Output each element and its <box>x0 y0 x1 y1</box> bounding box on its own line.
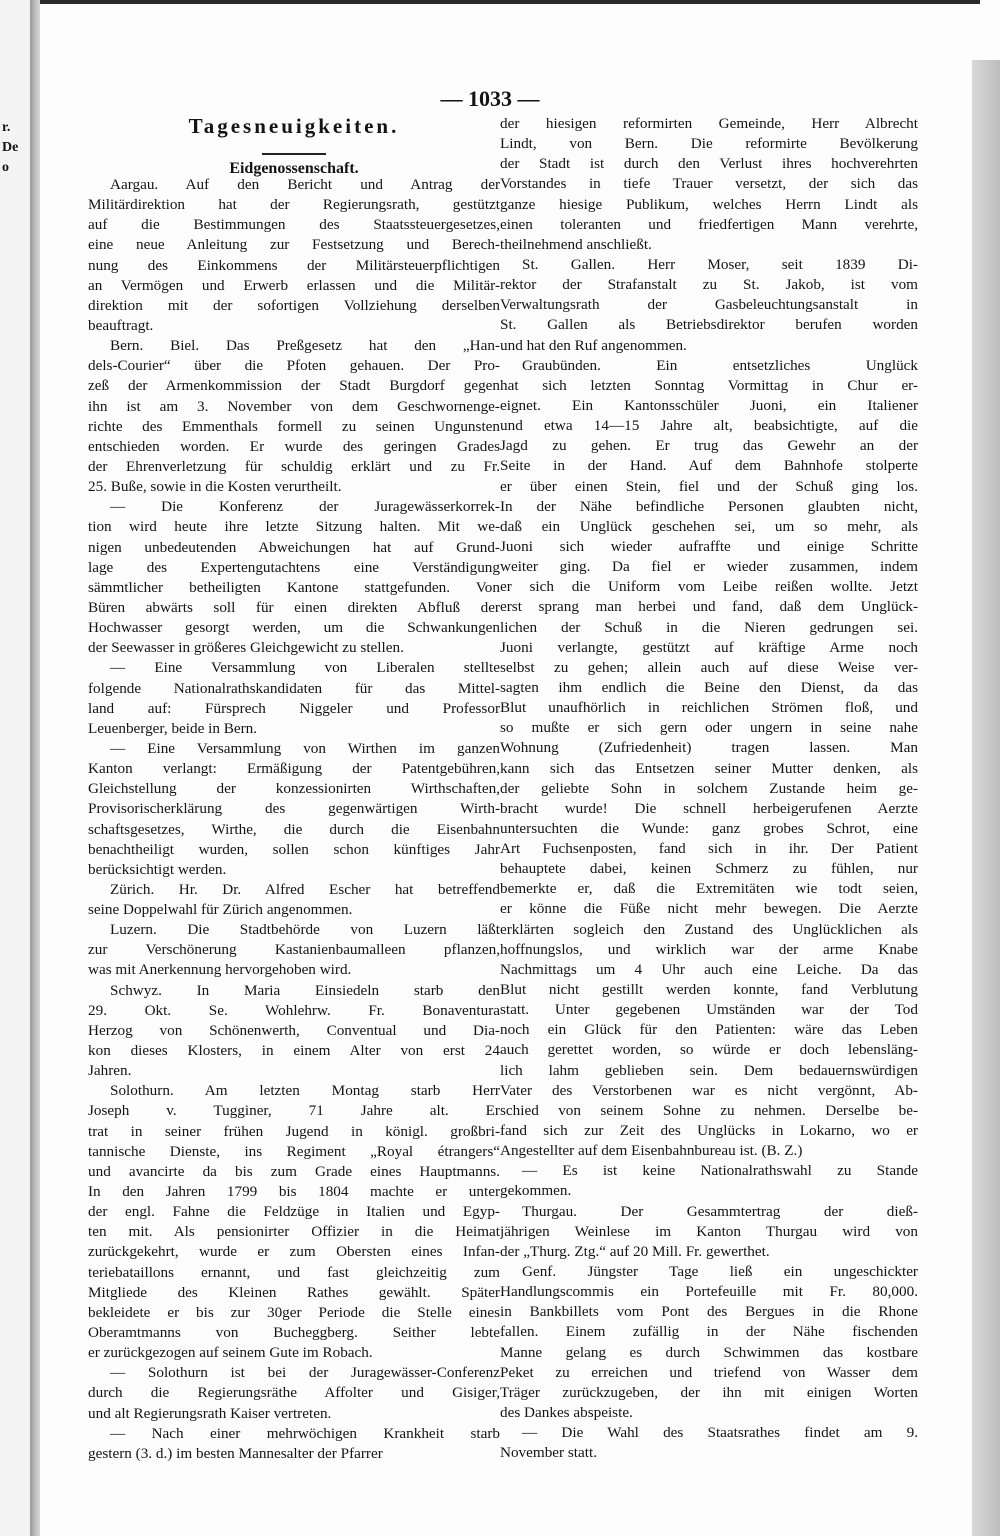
section-subtitle: Eidgenossenschaft. <box>229 160 359 177</box>
paragraph <box>500 356 918 1162</box>
text-line: ten mit. Als pensionirter Offizier in die Heimat <box>88 1223 500 1241</box>
text-line: In der Nähe befindliche Personen glaubten nicht, <box>500 497 918 515</box>
paragraph <box>88 175 500 336</box>
text-line: kon dieses Klosters, in einem Alter von erst 24 <box>88 1042 500 1060</box>
text-line: Hochwasser gesorgt werden, um die Schwankungen <box>88 619 500 637</box>
text-line: Nachmittags um 4 Uhr auch eine Leiche. Da das <box>500 960 918 978</box>
text-line: Art Fuchsenposten, fand sich in ihr. Der Patient <box>500 840 918 858</box>
text-line: des Dankes abspeiste. <box>500 1404 633 1421</box>
text-line: der geliebte Sohn in solchem Zustande heim ge- <box>500 779 918 797</box>
text-line: gestern (3. d.) im besten Mannesalter der Pfarrer <box>88 1444 383 1462</box>
text-line: lichen der Schuß in die Nieren gedrungen sei. <box>500 618 918 636</box>
text-line: Joseph v. Tugginer, 71 Jahre alt. Er <box>88 1102 500 1120</box>
text-line: — Die Konferenz der Juragewässerkorrek- <box>110 498 500 516</box>
text-line: Angestellter auf dem Eisenbahnbureau ist. (B. Z.) <box>500 1142 803 1160</box>
text-line: Wohnung (Zufriedenheit) tragen lassen. Man <box>500 739 918 757</box>
text-line: land auf: Fürsprech Niggeler und Professor <box>88 699 500 717</box>
text-line: In den Jahren 1799 bis 1804 machte er unter <box>88 1183 500 1201</box>
text-line: direktion mit der sofortigen Vollziehung derselben <box>88 296 500 314</box>
text-line: Vater des Verstorbenen war es nicht vergönnt, Ab- <box>500 1081 918 1099</box>
text-line: — Eine Versammlung von Wirthen im ganzen <box>110 739 500 757</box>
text-line: Manne gelang es durch Schwimmen das kostbare <box>500 1343 918 1361</box>
text-line: folgende Nationalrathskandidaten für das Mittel- <box>88 679 500 697</box>
text-line: bemerkte er, daß die Extremitäten wie todt seien, <box>500 880 918 898</box>
text-line: sagten ihm endlich die Beine den Dienst, da das <box>500 678 918 696</box>
page-right-edge <box>972 60 1000 1536</box>
previous-page-fragment: De <box>2 140 19 155</box>
text-line: jährigen Weinlese im Kanton Thurgau wird von <box>500 1222 918 1240</box>
page-top-edge <box>40 0 980 4</box>
text-line: St. Gallen als Betriebsdirektor berufen worden <box>500 316 918 334</box>
text-line: schied von seinem Sohne zu nehmen. Derselbe be- <box>500 1101 918 1119</box>
text-line: tion wird heute ihre letzte Sitzung halten. Mit we- <box>88 518 500 536</box>
text-line: bekleidete er bis zur 30ger Periode die Stelle eines <box>88 1303 500 1321</box>
text-line: Militärdirektion hat der Regierungsrath, gestützt <box>88 196 500 214</box>
text-line: Graubünden. Ein entsetzliches Unglück <box>522 356 918 374</box>
text-line: selbst zu gehen; allein auch auf diese Weise ver- <box>500 658 918 676</box>
text-line: erklärten sogleich den Zustand des Unglücklichen als <box>500 920 918 938</box>
text-line: Provisorischerklärung des gegenwärtigen Wirth- <box>88 800 500 818</box>
text-line: Verwaltungsrath der Gasbeleuchtungsanstalt in <box>500 296 918 314</box>
text-line: — Es ist keine Nationalrathswahl zu Stande <box>522 1162 918 1180</box>
text-line: der Ehrenverletzung für schuldig erklärt und zu Fr. <box>88 457 500 475</box>
text-line: kann sich das Entsetzen seiner Mutter denken, als <box>500 759 918 777</box>
text-line: Mitgliede des Kleinen Rathes gewählt. Später <box>88 1283 500 1301</box>
paragraph <box>500 1262 918 1423</box>
text-line: Solothurn. Am letzten Montag starb Herr <box>110 1082 500 1100</box>
text-line: gekommen. <box>500 1182 572 1200</box>
text-line: rektor der Strafanstalt zu St. Jakob, ist vom <box>500 276 918 294</box>
text-line: 25. Buße, sowie in die Kosten verurtheilt. <box>88 478 342 496</box>
text-line: in Bankbillets vom Pont des Bergues in die Rhone <box>500 1303 918 1321</box>
text-line: ganze hiesige Publikum, welches Herrn Lindt als <box>500 195 918 213</box>
text-line: und avancirte da bis zum Grade eines Hauptmanns. <box>88 1162 500 1180</box>
text-line: — Eine Versammlung von Liberalen stellte <box>110 659 500 677</box>
text-line: berücksichtigt werden. <box>88 860 227 878</box>
paragraph <box>88 880 500 920</box>
text-line: Jagd zu gehen. Er trug das Gewehr an der <box>500 437 918 455</box>
text-line: Bern. Biel. Das Preßgesetz hat den „Han- <box>110 337 500 355</box>
text-line: Seite in der Hand. Auf dem Bahnhofe stolperte <box>500 457 918 475</box>
text-line: fand sich zur Zeit des Unglücks in Lokarno, wo er <box>500 1122 918 1140</box>
text-line: lich lahm geblieben sein. Dem bedauernswürdigen <box>500 1061 918 1079</box>
text-line: sämmtlicher betheiligten Kantone stattgefunden. Von <box>88 578 500 596</box>
paragraph <box>88 981 500 1082</box>
text-line: untersuchten die Wunde: ganz grobes Schrot, eine <box>500 819 918 837</box>
text-line: Luzern. Die Stadtbehörde von Luzern läßt <box>110 921 500 939</box>
text-line: behauptete dabei, keinen Schmerz zu fühlen, nur <box>500 860 918 878</box>
text-line: zurückgekehrt, wurde er zum Obersten eines Infan- <box>88 1243 500 1261</box>
text-line: was mit Anerkennung hervorgehoben wird. <box>88 961 352 979</box>
text-line: Schwyz. In Maria Einsiedeln starb den <box>110 981 500 999</box>
text-line: der Stadt ist durch den Verlust ihres hochverehrten <box>500 155 918 173</box>
text-line: weiter ging. Da fiel er wieder zusammen, indem <box>500 558 918 576</box>
text-column-left <box>88 175 500 1464</box>
text-line: zur Verschönerung Kastanienbaumalleen pflanzen, <box>88 941 500 959</box>
paragraph <box>88 336 500 497</box>
paragraph <box>500 1202 918 1262</box>
text-line: 29. Okt. Se. Wohlehrw. Fr. Bonaventura <box>88 1001 500 1019</box>
text-line: benachtheiligt wurden, sollen schon künftiges Jahr <box>88 840 500 858</box>
previous-page-fragment: o <box>2 160 9 175</box>
text-line: und etwa 14—15 Jahre alt, beabsichtigte, auf die <box>500 417 918 435</box>
book-binding <box>30 0 40 1536</box>
paragraph <box>500 255 918 356</box>
text-line: auch gerettet worden, so würde er doch lebensläng- <box>500 1041 918 1059</box>
text-line: — Die Wahl des Staatsrathes findet am 9. <box>522 1424 918 1442</box>
text-line: er zurückgezogen auf seinem Gute im Robach. <box>88 1344 373 1362</box>
paragraph <box>88 1363 500 1423</box>
text-line: Lindt, von Bern. Die reformirte Bevölkerung <box>500 135 918 153</box>
text-line: Vorstandes in tiefe Trauer versetzt, der sich das <box>500 175 918 193</box>
text-column-right <box>500 114 918 1463</box>
section-title: Tagesneuigkeiten. <box>188 114 400 138</box>
text-line: entschieden worden. Er wurde des geringen Grades <box>88 437 500 455</box>
text-line: Genf. Jüngster Tage ließ ein ungeschickter <box>522 1263 918 1281</box>
text-line: Peket zu erreichen und triefend von Wasser dem <box>500 1363 918 1381</box>
text-line: lage des Expertengutachtens eine Verständigung <box>88 558 500 576</box>
text-line: dels-Courier“ über die Pfoten gehauen. Der Pro- <box>88 357 500 375</box>
text-line: Büren abwärts soll für einen direkten Abfluß der <box>88 598 500 616</box>
text-line: — Nach einer mehrwöchigen Krankheit starb <box>110 1424 500 1442</box>
text-line: nung des Einkommens der Militärsteuerpflichtigen <box>88 256 500 274</box>
text-line: hat sich letzten Sonntag Vormittag in Chur er- <box>500 376 918 394</box>
text-line: statt. Unter gegebenen Umständen war der Tod <box>500 1001 918 1019</box>
text-line: so mußte er sich gern oder ungern in seine nahe <box>500 719 918 737</box>
text-line: schaftsgesetzes, Wirthe, die durch die Eisenbahn <box>88 820 500 838</box>
text-line: und hat den Ruf angenommen. <box>500 336 687 354</box>
text-line: hoffnungslos, und wirklich war der arme Knabe <box>500 940 918 958</box>
text-line: durch die Regierungsräthe Affolter und Gisiger, <box>88 1384 500 1402</box>
text-line: teriebataillons ernannt, und fast gleichzeitig zum <box>88 1263 500 1281</box>
text-line: der Seewasser in größeres Gleichgewicht zu stellen. <box>88 639 404 657</box>
text-line: beauftragt. <box>88 316 154 334</box>
text-line: daß ein Unglück geschehen sei, um so mehr, als <box>500 517 918 535</box>
text-line: er könne die Füße nicht mehr bewegen. Die Aerzte <box>500 900 918 918</box>
paragraph <box>500 114 918 255</box>
paragraph <box>88 497 500 658</box>
text-line: zeß der Armenkommission der Stadt Burgdorf gegen <box>88 377 500 395</box>
text-line: bracht wurde! Die schnell herbeigerufenen Aerzte <box>500 799 918 817</box>
text-line: erst sprang man herbei und fand, daß dem Unglück- <box>500 598 918 616</box>
text-line: ihn ist am 3. November von dem Geschwornenge- <box>88 397 500 415</box>
text-line: nigen unbedeutenden Abweichungen hat auf Grund- <box>88 538 500 556</box>
text-line: trat in seiner frühen Jugend in königl. großbri- <box>88 1122 500 1140</box>
paragraph <box>500 1423 918 1463</box>
text-line: fallen. Einem zufällig in der Nähe fischenden <box>500 1323 918 1341</box>
text-line: November statt. <box>500 1444 598 1462</box>
text-line: richte des Emmenthals formell zu seinen Ungunsten <box>88 417 500 435</box>
text-line: einen toleranten und friedfertigen Mann verehrte, <box>500 215 918 233</box>
paragraph <box>88 739 500 880</box>
paragraph <box>88 658 500 739</box>
title-divider <box>262 153 326 155</box>
text-line: Handlungscommis ein Portefeuille mit Fr. 80,000. <box>500 1283 918 1301</box>
text-line: Leuenberger, beide in Bern. <box>88 719 258 737</box>
text-line: Kanton verlangt: Ermäßigung der Patentgebühren, <box>88 760 500 778</box>
text-line: der hiesigen reformirten Gemeinde, Herr Albrecht <box>500 115 918 132</box>
text-line: er sich die Uniform vom Leibe reißen wollte. Jetzt <box>500 578 918 596</box>
text-line: St. Gallen. Herr Moser, seit 1839 Di- <box>522 255 918 273</box>
text-line: Träger zurückzugeben, der ihn mit einigen Worten <box>500 1383 918 1401</box>
text-line: Blut unaufhörlich in reichlichen Strömen floß, und <box>500 699 918 717</box>
text-line: Jahren. <box>88 1062 132 1080</box>
text-line: noch ein Glück für den Patienten: wäre das Leben <box>500 1021 918 1039</box>
text-line: Blut nicht gestillt werden konnte, fand Verblutung <box>500 981 918 999</box>
text-line: Zürich. Hr. Dr. Alfred Escher hat betreffend <box>110 880 500 898</box>
text-line: auf die Bestimmungen des Staatssteuergesetzes, <box>88 216 500 234</box>
text-line: Juoni sich wieder aufraffte und einige Schritte <box>500 537 918 555</box>
text-line: tannische Dienste, ins Regiment „Royal étrangers“ <box>88 1142 500 1160</box>
previous-page-fragment: r. <box>2 120 11 135</box>
text-line: eine neue Anleitung zur Festsetzung und Berech- <box>88 236 500 254</box>
text-line: Gleichstellung der konzessionirten Wirthschaften, <box>88 780 500 798</box>
text-line: — Solothurn ist bei der Juragewässer-Conferenz <box>110 1364 500 1382</box>
text-line: an Vermögen und Erwerb erlassen und die Militär- <box>88 276 500 294</box>
text-line: der „Thurg. Ztg.“ auf 20 Mill. Fr. gewerthet. <box>500 1242 770 1260</box>
text-line: der engl. Fahne die Feldzüge in Italien und Egyp- <box>88 1203 500 1221</box>
text-line: Aargau. Auf den Bericht und Antrag der <box>110 176 500 193</box>
text-line: Juoni verlangte, gestützt auf kräftige Arme noch <box>500 638 918 656</box>
paragraph <box>500 1161 918 1201</box>
text-line: seine Doppelwahl für Zürich angenommen. <box>88 901 353 919</box>
text-line: Thurgau. Der Gesammtertrag der dieß- <box>522 1202 918 1220</box>
paragraph <box>88 920 500 980</box>
text-line: eignet. Ein Kantonsschüler Juoni, ein Italiener <box>500 396 918 414</box>
page-number: — 1033 — <box>440 86 540 111</box>
text-line: und alt Regierungsrath Kaiser vertreten. <box>88 1404 332 1422</box>
paragraph <box>88 1081 500 1363</box>
paragraph <box>88 1424 500 1464</box>
text-line: theilnehmend anschließt. <box>500 235 652 253</box>
previous-page-edge <box>0 0 30 1536</box>
text-line: Herzog von Schönenwerth, Conventual und Dia- <box>88 1021 500 1039</box>
text-line: Oberamtmanns von Bucheggberg. Seither lebte <box>88 1324 500 1342</box>
text-line: er über einen Stein, fiel und der Schuß ging los. <box>500 477 918 495</box>
